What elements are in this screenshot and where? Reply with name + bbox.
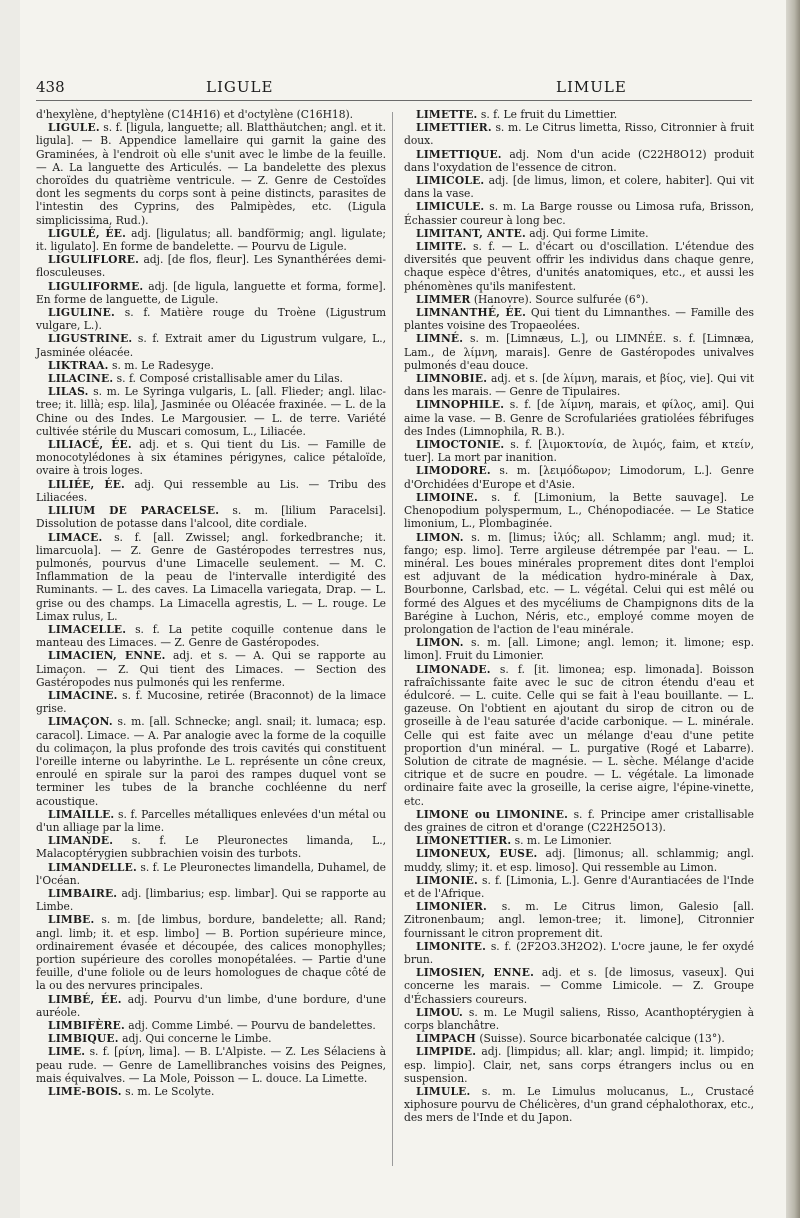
dictionary-entry [36, 1032, 386, 1045]
entry-definition: s. f. La petite coquille contenue dans le manteau des Limaces. — Z. Genre de Gastéropodes. [36, 622, 386, 650]
entry-definition: s. f. [all. Zwissel; angl. forkedbranche; it. limarcuola]. — Z. Genre de Gastéropodes terrestres nus, pulmonés, pourvus d'une Limacelle seulement. — M. C. Inflammation de la peau de l'intervalle interdigité des Ruminants. — L. des caves. La Limacella variegata, Drap. — L. grise ou des champs. La Limacella agrestis, L. — L. rouge. Le Limax rulus, L. [36, 530, 386, 623]
entry-headword: LIMPIDE. [416, 1045, 477, 1059]
dictionary-entry [36, 887, 386, 913]
dictionary-entry [36, 1045, 386, 1085]
dictionary-entry [36, 689, 386, 715]
left-column [36, 108, 386, 1098]
entry-headword: LIMPACH [416, 1032, 476, 1046]
entry-headword: LIMODORE. [416, 464, 491, 478]
dictionary-entry [36, 121, 386, 227]
entry-headword: LILIACÉ, ÉE. [48, 438, 132, 452]
entry-headword: LIMETTIER. [416, 121, 492, 135]
entry-definition: s. m. Le Radesyge. [111, 358, 214, 372]
entry-definition: Qui tient du Limnanthes. — Famille des plantes voisine des Tropaeolées. [404, 306, 754, 333]
entry-definition: s. f. Le fruit du Limettier. [480, 108, 618, 121]
entry-headword: LIMOSIEN, ENNE. [416, 966, 535, 980]
entry-headword: LIMETTE. [416, 108, 478, 121]
entry-headword: LIMACE. [48, 530, 103, 544]
entry-definition: adj. [de limus, limon, et colere, habiter]. Qui vit dans la vase. [404, 174, 754, 201]
entry-definition: s. f. [Limonia, L.]. Genre d'Aurantiacées de l'Inde et de l'Afrique. [404, 873, 754, 900]
dictionary-entry [404, 1006, 754, 1032]
dictionary-entry [404, 1085, 754, 1125]
dictionary-entry [36, 861, 386, 887]
entry-headword: LIGULIFLORE. [48, 253, 140, 267]
dictionary-entry [404, 1032, 754, 1045]
entry-headword: LIGUSTRINE. [48, 332, 133, 346]
entry-headword: LIGULÉ, ÉE. [48, 226, 127, 240]
entry-definition: adj. et s. Qui tient du Lis. — Famille de monocotylédones à six étamines périgynes, calice pétaloïde, ovaire à trois loges. [36, 438, 387, 478]
entry-headword: LIMAILLE. [48, 807, 115, 821]
dictionary-entry [404, 834, 754, 847]
entry-headword: LIMONADE. [416, 662, 491, 676]
entry-definition: s. f. (2F2O3.3H2O2). L'ocre jaune, le fer oxydé brun. [404, 939, 755, 966]
entry-headword: LIMBE. [48, 913, 95, 927]
dictionary-entry [404, 148, 754, 174]
dictionary-entry [36, 438, 386, 478]
dictionary-entry [404, 121, 754, 147]
entry-definition: s. m. [de limbus, bordure, bandelette; all. Rand; angl. limb; it. et esp. limbo] — B. Portion supérieure mince, ordinairement évasée et découpée, des calices monophylles; portion supérieure des corolles monopétalées. — Partie d'une feuille, d'une foliole ou de leurs homologues de chaque côté de la ou des nervures principales. [36, 913, 386, 993]
entry-definition: s. m. [all. Limone; angl. lemon; it. limone; esp. limon]. Fruit du Limonier. [404, 636, 754, 663]
dictionary-entry [36, 649, 386, 689]
entry-headword: LIMICULE. [416, 200, 485, 214]
dictionary-entry [36, 531, 386, 623]
entry-definition: s. f. Mucosine, retirée (Braconnot) de la limace grise. [36, 688, 386, 716]
entry-headword: LIMETTIQUE. [416, 147, 502, 161]
entry-definition: (Suisse). Source bicarbonatée calcique (13°). [479, 1032, 725, 1046]
entry-definition: s. f. [λιμοκτονία, de λιμός, faim, et κτείν, tuer]. La mort par inanition. [404, 438, 755, 465]
entry-headword: LIMAÇON. [48, 715, 113, 729]
entry-headword: LIKTRAA. [48, 358, 109, 372]
entry-headword: LILIUM DE PARACELSE. [48, 504, 220, 518]
entry-definition: adj. [limpidus; all. klar; angl. limpid; it. limpido; esp. limpio]. Clair, net, sans corps étrangers inclus ou en suspension. [404, 1045, 754, 1085]
dictionary-entry [36, 359, 386, 372]
entry-headword: LIMOINE. [416, 490, 478, 504]
entry-definition: adj. [de flos, fleur]. Les Synanthérées demi-flosculeuses. [36, 253, 386, 280]
entry-definition: s. f. [de λίμνη, marais, et φίλος, ami]. Qui aime la vase. — B. Genre de Scrofulariées gratiolées fébrifuges des Indes (Limnophila, R. B.). [404, 398, 754, 438]
entry-definition: s. f. Composé cristallisable amer du Lilas. [116, 372, 343, 386]
entry-definition: s. f. Principe amer cristallisable des graines de citron et d'orange (C22H25O13). [404, 807, 754, 834]
entry-headword: LIMON. [416, 636, 464, 650]
column-divider [392, 112, 393, 1166]
entry-definition: adj. et s. [de limosus, vaseux]. Qui concerne les marais. — Comme Limicole. — Z. Groupe d'Échassiers coureurs. [404, 966, 754, 1006]
entry-headword: LIMACELLE. [48, 622, 127, 636]
book-spine-edge [786, 0, 800, 1218]
entry-headword: LIMNOBIE. [416, 372, 488, 386]
dictionary-entry [36, 623, 386, 649]
entry-definition: adj. [limbarius; esp. limbar]. Qui se rapporte au Limbe. [36, 886, 387, 914]
dictionary-entry [36, 280, 386, 306]
entry-definition: s. m. [Limnæus, L.], ou LIMNÉE. s. f. [Limnæa, Lam., de λίμνη, marais]. Genre de Gastéropodes univalves pulmonés d'eau douce. [404, 332, 754, 372]
entry-definition: s. m. Le Scolyte. [125, 1085, 215, 1099]
entry-definition: s. f. Le Pleuronectes limandella, Duhamel, de l'Océan. [36, 860, 386, 887]
entry-definition: s. m. [λειμόδωρον; Limodorum, L.]. Genre d'Orchidées d'Europe et d'Asie. [404, 464, 754, 491]
entry-headword: LIMONE ou LIMONINE. [416, 807, 569, 821]
dictionary-entry [36, 385, 386, 438]
dictionary-entry [404, 940, 754, 966]
entry-headword: LIMBAIRE. [48, 886, 118, 900]
dictionary-entry [36, 227, 386, 253]
entry-headword: LIMACINE. [48, 688, 118, 702]
dictionary-entry [404, 847, 754, 873]
entry-definition: s. m. [limus; ἰλύς; all. Schlamm; angl. mud; it. fango; esp. limo]. Terre argileuse détrempée par l'eau. — L. minéral. Les boues minérales proprement dites dont l'emploi est adjuvant de la médication hydro-minérale à Dax, Bourbonne, Carlsbad, etc. — L. végétal. Celui qui est mêlé ou formé des Algues et des mycéliums de Champignons dits de la Barégine à Luchon, Néris, etc., employé comme moyen de prolongation de l'action de l'eau minérale. [404, 530, 755, 636]
entry-definition: adj. [de ligula, languette et forma, forme]. En forme de languette, de Ligule. [36, 279, 386, 306]
entry-headword: LIMITE. [416, 240, 467, 254]
entry-headword: LIMNÉ. [416, 332, 464, 346]
dictionary-entry [36, 808, 386, 834]
entry-definition: s. m. Le Syringa vulgaris, L. [all. Flieder; angl. lilac-tree; it. lillà; esp. lila], Jasminée ou Oléacée fraxinée. — L. de la Chine ou des Indes. Le Margousier. — L. de terre. Variété cultivée stérile du Muscari comosum, L., Liliacée. [36, 385, 386, 438]
entry-headword: LIMACIEN, ENNE. [48, 649, 166, 663]
entry-definition: adj. et s. [de λίμνη, marais, et βίος, vie]. Qui vit dans les marais. — Genre de Tipulaires. [404, 372, 754, 399]
entry-definition: s. f. [Limonium, la Bette sauvage]. Le Chenopodium polyspermum, L., Chénopodiacée. — Le Statice limonium, L., Plombaginée. [404, 490, 754, 531]
dictionary-entry [404, 200, 754, 226]
dictionary-entry [36, 504, 386, 530]
dictionary-entry [36, 1019, 386, 1032]
entry-definition: s. f. [ρίνη, lima]. — B. L'Alpiste. — Z. Les Sélaciens à peau rude. — Genre de Lamellibranches voisins des Peignes, mais équivalves. — La Mole, Poisson — L. douce. La Limette. [36, 1045, 386, 1085]
entry-headword: LIMONETTIER. [416, 834, 512, 848]
dictionary-entry [404, 966, 754, 1006]
entry-definition: adj. et s. — A. Qui se rapporte au Limaçon. — Z. Qui tient des Limaces. — Section des Gastéropodes nus pulmonés qui les renferme. [36, 649, 386, 689]
entry-headword: LIMICOLE. [416, 174, 485, 188]
entry-definition: adj. Comme Limbé. — Pourvu de bandelettes. [128, 1019, 376, 1033]
entry-headword: LIGULE. [48, 121, 100, 135]
page-number: 438 [36, 78, 65, 96]
dictionary-entry [36, 332, 386, 358]
dictionary-entry [404, 306, 754, 332]
entry-headword: LIMBIQUE. [48, 1032, 119, 1046]
entry-headword: LIMONEUX, EUSE. [416, 847, 538, 861]
dictionary-entry [36, 478, 386, 504]
entry-headword: LIGULINE. [48, 306, 115, 320]
page-header [36, 78, 786, 102]
entry-headword: LIMOU. [416, 1005, 463, 1019]
entry-definition: s. m. Le Citrus limon, Galesio [all. Zitronenbaum; angl. lemon-tree; it. limone], Citronnier fournissant le citron proprement dit. [404, 900, 754, 940]
running-head-left: LIGULE [206, 78, 274, 96]
dictionary-entry [404, 636, 754, 662]
dictionary-entry [404, 227, 754, 240]
entry-headword: LIMULE. [416, 1085, 471, 1099]
entry-definition: s. m. Le Citrus limetta, Risso, Citronnier à fruit doux. [404, 121, 754, 148]
dictionary-entry [36, 306, 386, 332]
entry-headword: LIMANDE. [48, 834, 114, 848]
entry-definition: s. m. Le Limulus molucanus, L., Crustacé xiphosure pourvu de Chélicères, d'un grand céphalothorax, etc., des mers de l'Inde et du Japon. [404, 1085, 755, 1125]
entry-headword: LIMOCTONIE. [416, 438, 505, 452]
entry-headword: LIMBÉ, ÉE. [48, 992, 122, 1006]
dictionary-entry [404, 808, 754, 834]
entry-definition: s. m. Le Mugil saliens, Risso, Acanthoptérygien à corps blanchâtre. [404, 1005, 755, 1033]
dictionary-entry [36, 993, 386, 1019]
dictionary-entry [36, 372, 386, 385]
entry-headword: LIMMER [416, 292, 471, 306]
dictionary-entry [404, 293, 754, 306]
entry-definition: s. m. La Barge rousse ou Limosa rufa, Brisson, Échassier coureur à long bec. [404, 200, 754, 227]
entry-definition: adj. Nom d'un acide (C22H8O12) produit dans l'oxydation de l'essence de citron. [404, 147, 754, 174]
dictionary-entry [404, 663, 754, 808]
entry-headword: LIMBIFÈRE. [48, 1019, 125, 1033]
dictionary-entry [404, 332, 754, 372]
entry-definition: adj. [limonus; all. schlammig; angl. muddy, slimy; it. et esp. limoso]. Qui ressemble au Limon. [404, 847, 754, 874]
dictionary-entry [404, 491, 754, 531]
entry-headword: LIMONIER. [416, 900, 487, 914]
entry-definition: s. f. Le Pleuronectes limanda, L., Malacoptérygien subbrachien voisin des turbots. [36, 834, 386, 861]
entry-headword: LIMON. [416, 530, 464, 544]
entry-definition: adj. Qui concerne le Limbe. [122, 1032, 272, 1046]
dictionary-entry [404, 108, 754, 121]
dictionary-entry [404, 174, 754, 200]
entry-headword: LILAS. [48, 385, 89, 399]
entry-definition: s. f. [ligula, languette; all. Blatthäutchen; angl. et it. ligula]. — B. Appendice lamellaire qui garnit la gaine des Graminées, à l'endroit où elle s'unit avec le limbe de la feuille. — A. La languette des Articulés. — La bandelette des plexus choroïdes du quatrième ventricule. — Z. Genre de Cestoïdes dont les segments du corps sont à peine distincts, parasites de l'intestin des Cyprins, des Palmipèdes, etc. (Ligula simplicissima, Rud.). [36, 121, 386, 227]
entry-definition: s. m. Le Limonier. [514, 834, 612, 848]
entry-definition: s. m. [all. Schnecke; angl. snail; it. lumaca; esp. caracol]. Limace. — A. Par analogie avec la forme de la coquille du colimaçon, la plus profonde des trois cavités qui constituent l'oreille interne ou labyrinthe. Le L. représente un cône creux, enroulé en spirale sur la paroi des rampes duquel vont se terminer les tubes de la branche cochléenne du nerf acoustique. [36, 715, 386, 808]
entry-definition: adj. Pourvu d'un limbe, d'une bordure, d'une auréole. [36, 992, 386, 1019]
dictionary-entry [404, 372, 754, 398]
dictionary-entry [36, 108, 386, 121]
dictionary-entry [404, 531, 754, 637]
entry-headword: LIMNANTHÉ, ÉE. [416, 306, 527, 320]
entry-definition: d'hexylène, d'heptylène (C14H16) et d'octylène (C16H18). [36, 108, 354, 121]
dictionary-entry [404, 900, 754, 940]
right-column [404, 108, 754, 1125]
entry-headword: LILIÉE, ÉE. [48, 477, 125, 491]
dictionary-entry [404, 1045, 754, 1085]
header-rule [36, 100, 752, 101]
dictionary-entry [404, 240, 754, 293]
dictionary-entry [36, 1085, 386, 1098]
running-head-right: LIMULE [556, 78, 627, 96]
entry-definition: s. f. Extrait amer du Ligustrum vulgare, L., Jasminée oléacée. [36, 332, 386, 359]
dictionary-entry [404, 438, 754, 464]
entry-headword: LIME-BOIS. [48, 1085, 122, 1099]
entry-definition: adj. Qui ressemble au Lis. — Tribu des Liliacées. [36, 477, 386, 504]
entry-definition: s. f. [it. limonea; esp. limonada]. Boisson rafraîchissante faite avec le suc de citron étendu d'eau et édulcoré. — L. cuite. Celle qui se fait à l'eau bouillante. — L. gazeuse. On l'obtient en ajoutant du sirop de citron ou de groseille à de l'eau saturée d'acide carbonique. — L. minérale. Celle qui est faite avec un mélange d'eau d'une petite proportion d'un minéral. — L. purgative (Rogé et Labarre). Solution de citrate de magnésie. — L. sèche. Mélange d'acide citrique et de sucre en poudre. — L. végétale. La limonade ordinaire faite avec la groseille, la cerise aigre, l'épine-vinette, etc. [404, 662, 754, 808]
entry-headword: LIMONIE. [416, 873, 478, 887]
entry-headword: LILACINE. [48, 372, 114, 386]
entry-definition: s. f. Matière rouge du Troène (Ligustrum vulgare, L.). [36, 306, 386, 333]
entry-headword: LIME. [48, 1045, 86, 1059]
dictionary-entry [36, 715, 386, 807]
entry-definition: s. f. — L. d'écart ou d'oscillation. L'étendue des diversités que peuvent offrir les individus dans chaque genre, chaque espèce d'êtres, d'unités anatomiques, etc., et aussi les phénomènes qu'ils manifestent. [404, 240, 754, 293]
dictionary-entry [404, 464, 754, 490]
entry-headword: LIMNOPHILE. [416, 398, 505, 412]
entry-definition: s. m. [lilium Paracelsi]. Dissolution de potasse dans l'alcool, dite cordiale. [36, 504, 387, 531]
entry-definition: s. f. Parcelles métalliques enlevées d'un métal ou d'un alliage par la lime. [36, 807, 386, 834]
entry-headword: LIMITANT, ANTE. [416, 226, 526, 240]
entry-headword: LIGULIFORME. [48, 279, 144, 293]
dictionary-entry [404, 874, 754, 900]
dictionary-entry [36, 253, 386, 279]
entry-definition: (Hanovre). Source sulfurée (6°). [473, 292, 649, 306]
dictionary-entry [36, 913, 386, 992]
entry-definition: adj. [ligulatus; all. bandförmig; angl. ligulate; it. ligulato]. En forme de bandelette. — Pourvu de Ligule. [36, 226, 386, 254]
entry-definition: adj. Qui forme Limite. [529, 226, 649, 240]
dictionary-entry [36, 834, 386, 860]
entry-headword: LIMANDELLE. [48, 860, 137, 874]
entry-headword: LIMONITE. [416, 939, 487, 953]
dictionary-entry [404, 398, 754, 438]
